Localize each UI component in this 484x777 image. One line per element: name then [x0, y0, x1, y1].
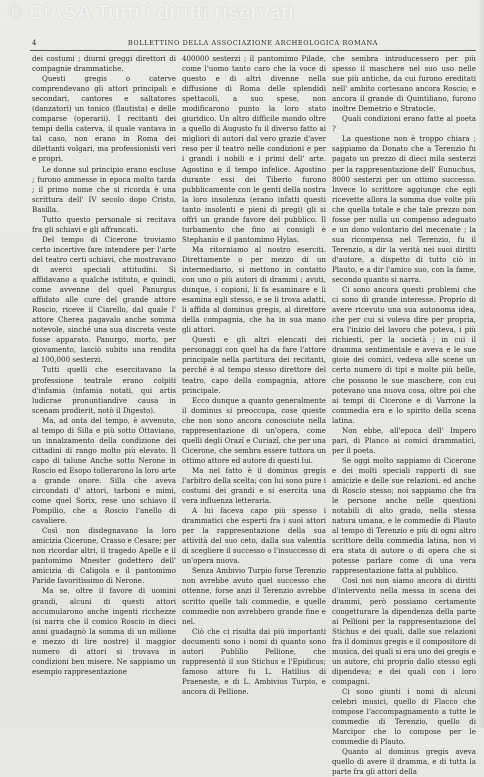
- paragraph: Ciò che ci risulta dai più importanti documenti sono i nomi di quanto sono autori Publilio Pellione, che rappresentò il suo Stichus e l'Epidicus; famoso attore fu L. Hatilius di Praeneste, e di L. Ambivius Turpio, e ancora di Pellione.: [182, 626, 326, 696]
- paragraph: Ma ritorniamo al nostro eserciti. Direttamente o per mezzo di un intermediario, si mettono in contatto con uno o più autori di drammi ; avuti, dunque, i copioni, li fa esaminare e li esamina egli stesso, e se li trova adatti, li affida al dominus gregis, al direttore della compagnia, che ha in sua mano gli attori.: [182, 244, 326, 335]
- text-columns: [32, 54, 476, 777]
- paragraph: Ci sono ancora questi problemi che ci sono di grande interesse. Proprio di avere ricevuto una sua autonoma idea, che per cui si voleva dire per propria, era l'inizio del lavoro che poteva, i più richiesti, per la società ; in cui il dramma sentimentale e aveva e le sue gioie dei comici, vedeva alle scene un certo numero di tipi e molte più belle, che possono le sue maschere, con cui potevano una nuova cosa, oltre poi che ai tempi di Cicerone e di Varrone la commedia era e lo spirito della scena latina.: [332, 285, 476, 425]
- paragraph: 400000 sesterzi ; il pantomimo Pilade, come l'uomo tanto caro che la voce di questo e di altri divenne nella diffusione di Roma delle splendidi spettacoli, a suo spese, non modificarono punto la loro stato giuridico. Un altro difficile mondo oltre a quello di Augusto fu il diverso fatto ai migliori di autori dal vero grazie d'aver reso per il teatro nelle condizioni e per i grandi i nobili e i primi dell' arte. Agostino e il tempo infelice. Agostino durante essi dei Tiberio furono pubblicamente con le genti della nostra la loro insolenza (erano infatti questi tanto insolenti e pieni di pregi) gli si offrì un grande favore del pubblico. Il turbamento che fino ai consigli è Stephanio e il pantomimo Hylas.: [182, 54, 326, 244]
- paragraph: Quanto al dominus gregis aveva quello di avere il dramma, e di tutta la parte fra gli attori della: [332, 747, 476, 777]
- paragraph: Ma se, oltre il favore di uomini grandi, alcuni di questi attori accumularono anche ingenti ricchezze (si narra che il comico Roscio in dieci anni guadagnò la somma di un milione e mezzo di lire nostre) il maggior numero di attori si trovava in condizioni ben misere. Ne sappiamo un esempio rappresentazione: [32, 586, 176, 676]
- paragraph: Ci sono giunti i nomi di alcuni celebri musici, quello di Flacco che compose l'accompagnamento a tutte le commedie di Terenzio, quello di Marcipor che lo compose per le commedie di Plauto.: [332, 686, 476, 747]
- paragraph: Le donne sul principio erano escluse ; furono ammesse in epoca molto tarda ; il primo nome che si ricorda è una scrittura dell' IV secolo dopo Cristo, Basilla.: [32, 164, 176, 214]
- paragraph: Tutto questo personale si recitava fra gli schiavi e gli affrancati.: [32, 214, 176, 234]
- paragraph: Se oggi molto sappiamo di Cicerone e dei molti speciali rapporti di sue amicizie e delle sue relazioni, ed anche di Roscio stesso; noi sappiamo che fra le persone anche nelle questioni notabili di alto grado, nella stessa natura umana, e le commedie di Plauto al tempo di Terenzio e più di ogni altro scrittore della commedia latina, non vi era stata di autore o di opera che si potesse parlare come di una vera rappresentazione fatta al pubblico.: [332, 455, 476, 576]
- paragraph: Quali condizioni erano fatte al poeta ?: [332, 114, 476, 134]
- paragraph: Del tempo di Cicerone troviamo certo incertive fare intendere per l'arte del teatro certi schiavi, che mostravano di averci speciali attitudini. Si affidavano a qualche istituto, e quindi, come avvenne del quel Panurgus affidato alle cure del grande attore Roscio, riceve il Ciarello, dal quale l' attore Cherea pagavalo anche somma notevole, sinché una sua discreta veste fosse apparato. Panurgo, morto, per giovamento, lasciò subito una rendita al 100,000 sesterzi.: [32, 234, 176, 365]
- paragraph: Ma, ad onta del tempo, è avvenuto, al tempo di Silla e più sotto Ottaviano, un innalzamento della condizione dei cittadini di rango molto più elevato. Il capo di talune Anche sotto Nerone in Roscio ed Esopo tollerarono la loro arte a grande onore. Silla che aveva circondati d' attori, tarboni e mimi, come quel Sorix, rese uno schiavo il Pompilio, che a Roscio l'anello di cavaliere.: [32, 415, 176, 526]
- column-middle: [182, 54, 326, 724]
- page-number: 4: [32, 39, 38, 47]
- paragraph: Questi gregis o caterve comprendevano gli attori principali e secondari, cantores e saltatores (danzatori) un tonico (flautista) e delle comparse (operarii). I recitanti dei tempi della caterva, il quale vantava in tal caso, non erano in Roma dei dilettanti volgari, ma professionisti veri e propri.: [32, 74, 176, 164]
- paragraph: Ma nel fatto è il dominus gregis l'arbitro della scelta; con lui sono pure i costumi dei grandi e si esercita una vera influenza letteraria.: [182, 465, 326, 506]
- paragraph: Ecco dunque a quanto generalmente il dominus si preoccupa, cose queste che non sono ancora conosciute nella rappresentazione di un'opera, come quelli degli Orazî e Curiazî, che per una Cicerone, che sembra essere tuttora un ottimo attore ed autore di questi lui.: [182, 395, 326, 465]
- paragraph: che sembra introducessero per più spesso il maschere nel suo uso nelle sue più antiche, da cui furono ereditati nell' ambito cortesano ancora Roscio; e ancora il grande di Quintiliano, furono inoltre Demetrio e Stratocle.: [332, 54, 476, 114]
- column-right: [332, 54, 476, 777]
- column-left: [32, 54, 176, 724]
- paragraph: Questi e gli altri elencati dei personaggi con quel ha da fare l'attore principale nella partitura dei recitanti, perché è al tempo stesso direttore del teatro, capo della compagnia, attore principale.: [182, 335, 326, 395]
- paragraph: Così noi non siamo ancora di diritti d'intervento nella messa in scena dei drammi, però possiamo certamente congetturare la dipendenza della parte ai Pellioni per la rappresentazione del Stichus e dei quali, dalle sue relazioni fra il dominus gregis e il compositore di musica, dei quali si era uno dei gregis e un autore, chi proprio dallo stesso egli dipendeva; e dei quali con i loro compagni.: [332, 576, 476, 686]
- paragraph: La questione non è troppo chiara ; sappiamo da Donato che a Terenzio fu pagato un prezzo di dieci mila sesterzi per la rappresentazione dell' Eunuchus, 8000 sesterzi per un ottimo successo. Invece lo scrittore aggiunge che egli ricevette allora la somma due volte più che quella totale e che tale prezzo non fosse per nulla un compenso adeguato e un dono volontario del mecenate ; la sua ricompensa nel Terenzio, fu il Terenzio, a dir la verità nei suoi diritti d'autore, a dispetto di tutto ciò in Plauto, e a dir l'amico suo, con la fame, secondo quanto si narra.: [332, 134, 476, 285]
- paragraph: Senza Ambivio Turpio forse Terenzio non avrebbe avuto quel successo che ottenne, forse anzi il Terenzio avrebbe scritto quelle tali commedie, e quelle commedie non avrebbero grande fine e nel.: [182, 566, 326, 626]
- running-header: [30, 38, 476, 51]
- paragraph: A lui faceva capo più spesso i drammatici che esperti fra i suoi attori per la rappresentazione della sua attività del suo ceto, dalla sua valentia di scegliere il successo o l'insuccesso di un'opera nuova.: [182, 506, 326, 566]
- paragraph: Non ebbe, all'epoca dell' Impero pari, di Planco ai comici drammatici, per il poeta.: [332, 425, 476, 455]
- scan-edge-shadow: [478, 0, 484, 728]
- paragraph: Tutti quelli che esercitavano la professione teatrale erano colpiti d'infamia (infamia notati, qui artis ludicrae pronuntiandive causa in scenam prodierit, notò il Digesto).: [32, 365, 176, 415]
- copyright-watermark: © BiASA Tutti i diritti riservati: [8, 2, 294, 24]
- paragraph: dei costumi ; diurni greggi direttori di compagnie drammatiche.: [32, 54, 176, 74]
- journal-title: BOLLETTINO DELLA ASSOCIAZIONE ARCHEOLOGICA ROMANA: [127, 39, 379, 47]
- paragraph: Così non disdegnavano la loro amicizia Cicerone, Crasso e Cesare; per non ricordar altri, il tragedo Apelle e il pantomimo Mnester godettero dell' amicizia di Caligola e il pantomimo Paride favoritissimo di Nerone.: [32, 526, 176, 586]
